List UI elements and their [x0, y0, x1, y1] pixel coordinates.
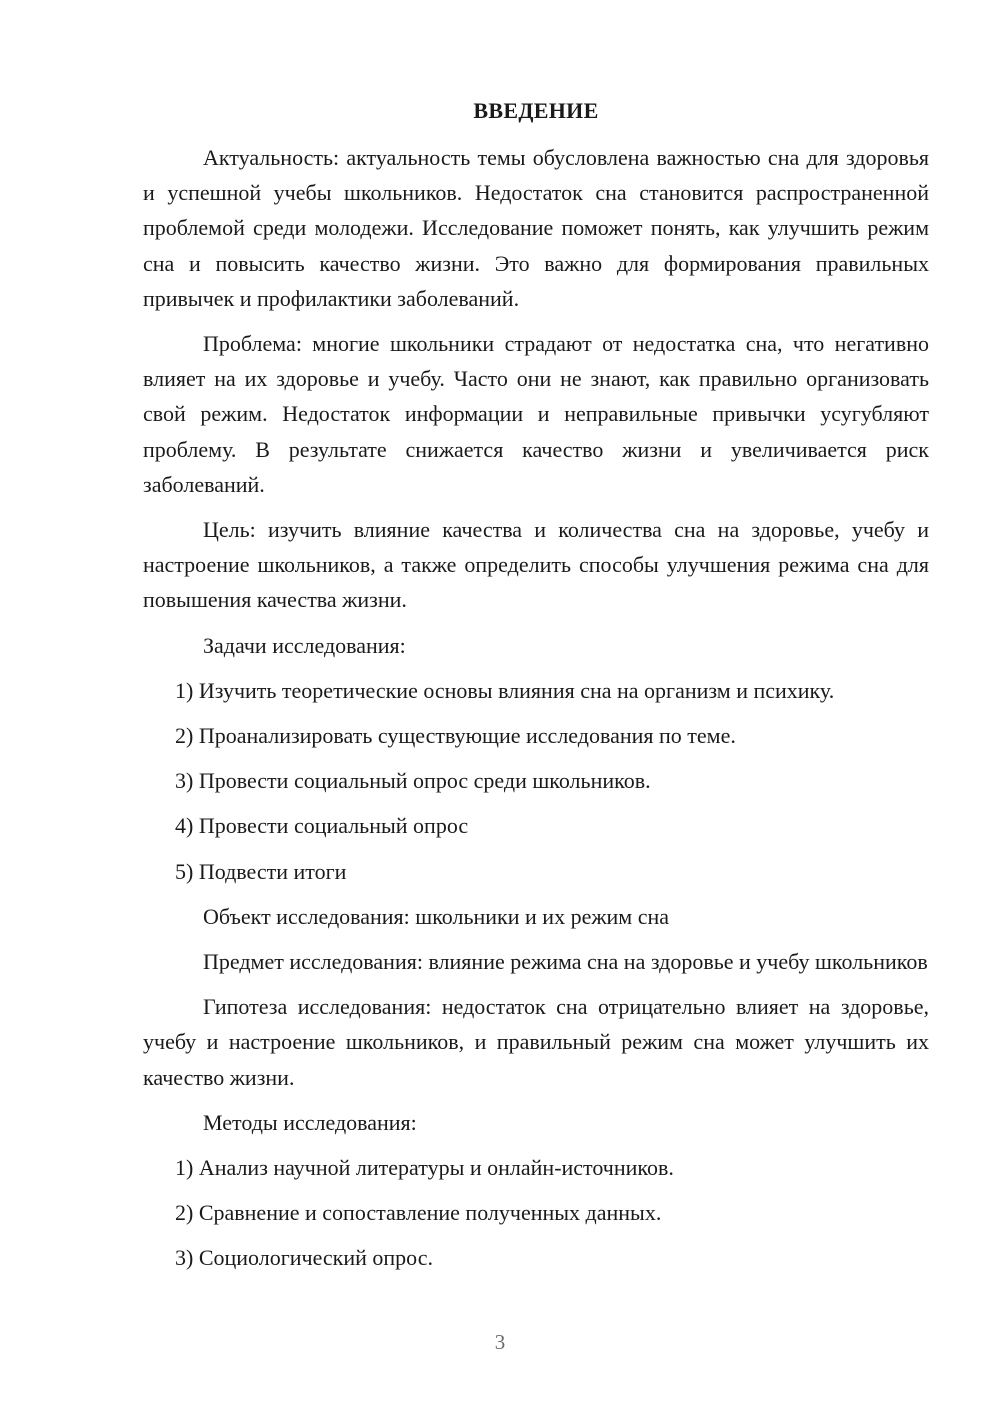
hypothesis-paragraph: Гипотеза исследования: недостаток сна отрицательно влияет на здоровье, учебу и настроение школьников, и правильный режим сна может улучшить их качество жизни.: [143, 994, 929, 1090]
goal-paragraph: Цель: изучить влияние качества и количества сна на здоровье, учебу и настроение школьников, а также определить способы улучшения режима сна для повышения качества жизни.: [143, 517, 929, 613]
object-paragraph: Объект исследования: школьники и их режим сна: [203, 903, 670, 929]
methods-heading: Методы исследования:: [203, 1109, 417, 1135]
problem-paragraph: Проблема: многие школьники страдают от недостатка сна, что негативно влияет на их здоровье и учебу. Часто они не знают, как правильно организовать свой режим. Недостаток информации и неправильные привычки усугубляют проблему. В результате снижается качество жизни и увеличивается риск заболеваний.: [143, 331, 929, 497]
task-item-2: 2) Проанализировать существующие исследования по теме.: [175, 723, 736, 749]
document-page: [143, 94, 929, 1286]
task-item-3: 3) Провести социальный опрос среди школьников.: [175, 768, 651, 794]
method-item-3: 3) Социологический опрос.: [175, 1245, 433, 1271]
page-number: 3: [494, 1330, 506, 1354]
tasks-heading: Задачи исследования:: [203, 632, 406, 658]
page-title: ВВЕДЕНИЕ: [473, 98, 599, 123]
task-item-5: 5) Подвести итоги: [175, 858, 347, 884]
method-item-2: 2) Сравнение и сопоставление полученных данных.: [175, 1200, 662, 1226]
subject-paragraph: Предмет исследования: влияние режима сна на здоровье и учебу школьников: [203, 949, 928, 975]
task-item-4: 4) Провести социальный опрос: [175, 813, 469, 839]
task-item-1: 1) Изучить теоретические основы влияния сна на организм и психику.: [175, 677, 835, 703]
relevance-paragraph: Актуальность: актуальность темы обусловлена важностью сна для здоровья и успешной учебы школьников. Недостаток сна становится распространенной проблемой среди молодежи. Исследование поможет понять, как улучшить режим сна и повысить качество жизни. Это важно для формирования правильных привычек и профилактики заболеваний.: [143, 145, 929, 311]
method-item-1: 1) Анализ научной литературы и онлайн-источников.: [175, 1155, 674, 1181]
